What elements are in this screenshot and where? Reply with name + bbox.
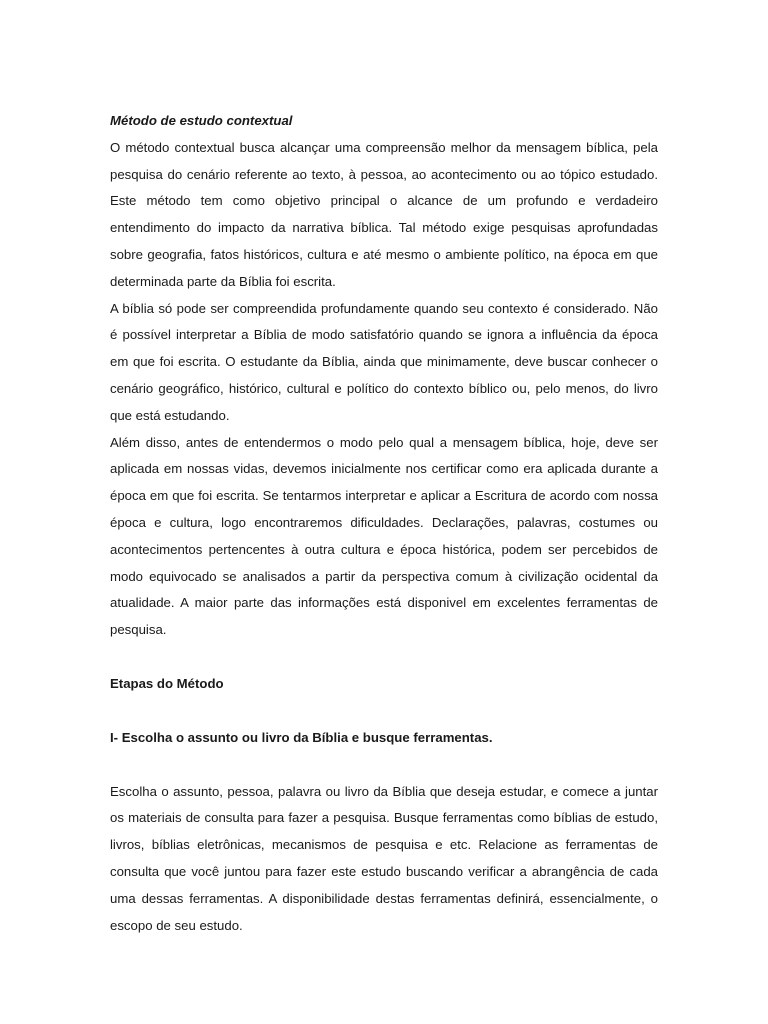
step-paragraph: Escolha o assunto, pessoa, palavra ou livro da Bíblia que deseja estudar, e comece a juntar os materiais de consulta para fazer a pesquisa. Busque ferramentas como bíblias de estudo, livros, bíblias eletrônicas, mecanismos de pesquisa e etc. Relacione as ferramentas de consulta que você juntou para fazer este estudo buscando verificar a abrangência de cada uma dessas ferramentas. A disponibilidade destas ferramentas definirá, essencialmente, o escopo de seu estudo. bbox=[110, 783, 658, 933]
step-heading: I- Escolha o assunto ou livro da Bíblia e busque ferramentas. bbox=[110, 729, 493, 745]
paragraph-application: Além disso, antes de entendermos o modo pelo qual a mensagem bíblica, hoje, deve ser aplicada em nossas vidas, devemos inicialmente nos certificar como era aplicada durante a época em que foi escrita. Se tentarmos interpretar e aplicar a Escritura de acordo com nossa época e cultura, logo encontraremos dificuldades. Declarações, palavras, costumes ou acontecimentos pertencentes à outra cultura e época histórica, podem ser percebidos de modo equivocado se analisados a partir da perspectiva comum à civilização ocidental da atualidade. A maior parte das informações está disponivel em excelentes ferramentas de pesquisa. bbox=[110, 434, 658, 638]
section-heading: Etapas do Método bbox=[110, 675, 224, 691]
document-title: Método de estudo contextual bbox=[110, 113, 293, 128]
document-page bbox=[110, 108, 658, 939]
paragraph-intro: O método contextual busca alcançar uma compreensão melhor da mensagem bíblica, pela pesquisa do cenário referente ao texto, à pessoa, ao acontecimento ou ao tópico estudado. Este método tem como objetivo principal o alcance de um profundo e verdadeiro entendimento do impacto da narrativa bíblica. Tal método exige pesquisas aprofundadas sobre geografia, fatos históricos, cultura e até mesmo o ambiente político, na época em que determinada parte da Bíblia foi escrita. bbox=[110, 139, 658, 289]
paragraph-context: A bíblia só pode ser compreendida profundamente quando seu contexto é considerado. Não é possível interpretar a Bíblia de modo satisfatório quando se ignora a influência da época em que foi escrita. O estudante da Bíblia, ainda que minimamente, deve buscar conhecer o cenário geográfico, histórico, cultural e político do contexto bíblico ou, pelo menos, do livro que está estudando. bbox=[110, 300, 658, 423]
